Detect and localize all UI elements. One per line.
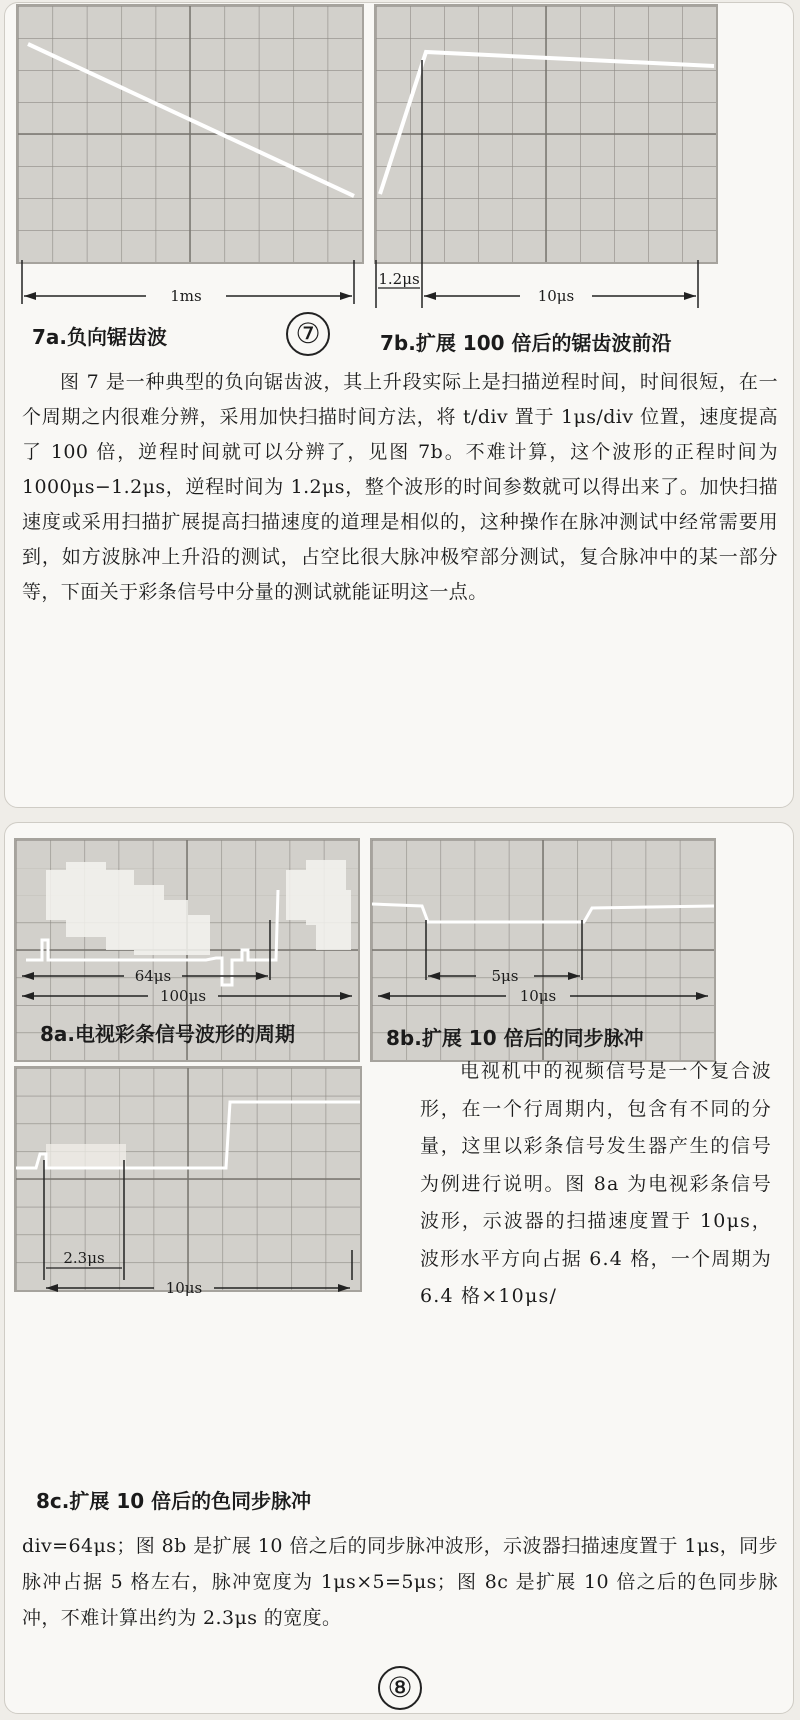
caption-8b: 8b.扩展 10 倍后的同步脉冲 [386, 1026, 644, 1050]
figure-7-marker: ⑦ [286, 312, 330, 356]
label-7a-1ms: 1ms [170, 287, 202, 305]
label-8b-5us: 5μs [491, 967, 519, 985]
label-7b-1-2us: 1.2μs [378, 270, 420, 288]
dimension-8c [14, 1140, 374, 1300]
paragraph-figure-7: 图 7 是一种典型的负向锯齿波，其上升段实际上是扫描逆程时间，时间很短，在一个周期之内很难分辨，采用加快扫描时间方法，将 t/div 置于 1μs/div 位置，速度提高了 100 倍，逆程时间就可以分辨了，见图 7b。不难计算，这个波形的正程时间为 1000μs−1.2μs，逆程时间为 1.2μs，整个波形的时间参数就可以得出来了。加快扫描速度或采用扫描扩展提高扫描速度的道理是相似的，这种操作在脉冲测试中经常需要用到，如方波脉冲上升沿的测试，占空比很大脉冲极窄部分测试，复合脉冲中的某一部分等，下面关于彩条信号中分量的测试就能证明这一点。 [22, 371, 778, 603]
figure-8-marker: ⑧ [378, 1666, 422, 1710]
dimension-7a [16, 260, 366, 310]
dimension-8a [14, 900, 374, 1010]
dimension-8b [370, 900, 730, 1010]
caption-8a: 8a.电视彩条信号波形的周期 [40, 1022, 296, 1046]
caption-7a: 7a.负向锯齿波 [32, 325, 168, 349]
scope-7a-screen [16, 4, 364, 264]
label-8c-2-3us: 2.3μs [63, 1249, 105, 1267]
label-8a-100us: 100μs [159, 987, 207, 1005]
dimension-7b [370, 60, 720, 310]
scope-7a-graticule [18, 6, 362, 262]
label-7b-10us: 10μs [537, 287, 575, 305]
label-8c-10us: 10μs [165, 1279, 203, 1297]
paragraph-figure-8-side: 电视机中的视频信号是一个复合波形，在一个行周期内，包含有不同的分量，这里以彩条信号发生器产生的信号为例进行说明。图 8a 为电视彩条信号波形，示波器的扫描速度置于 10μs，波形水平方向占据 6.4 格，一个周期为 6.4 格×10μs/ [420, 1060, 772, 1307]
caption-8c: 8c.扩展 10 倍后的色同步脉冲 [36, 1489, 312, 1513]
paragraph-figure-8-full: div=64μs；图 8b 是扩展 10 倍之后的同步脉冲波形，示波器扫描速度置于 1μs，同步脉冲占据 5 格左右，脉冲宽度为 1μs×5=5μs；图 8c 是扩展 10 倍之后的色同步脉冲，不难计算出约为 2.3μs 的宽度。 [22, 1535, 778, 1629]
label-8b-10us: 10μs [519, 987, 557, 1005]
label-8a-64us: 64μs [134, 967, 172, 985]
caption-7b: 7b.扩展 100 倍后的锯齿波前沿 [380, 331, 672, 355]
